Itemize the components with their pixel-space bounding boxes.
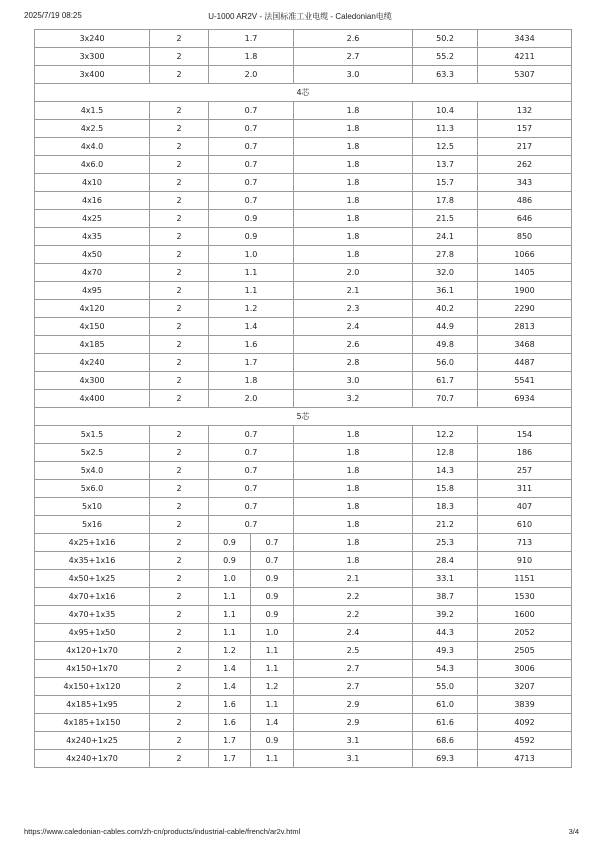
table-row — [35, 462, 572, 480]
weight-cell: 343 — [478, 174, 572, 192]
sheath-cell: 1.8 — [294, 498, 413, 516]
cores-cell: 2 — [150, 426, 209, 444]
table-row — [35, 210, 572, 228]
insulation-cell: 0.7 — [209, 480, 294, 498]
weight-cell: 2505 — [478, 642, 572, 660]
diameter-cell: 21.2 — [413, 516, 478, 534]
insulation-cell: 0.9 — [209, 228, 294, 246]
insulation-cell: 1.1 — [209, 282, 294, 300]
size-cell: 4x150+1x70 — [35, 660, 150, 678]
table-row — [35, 570, 572, 588]
cores-cell: 2 — [150, 156, 209, 174]
cores-cell: 2 — [150, 48, 209, 66]
table-row — [35, 264, 572, 282]
section-header-row — [35, 84, 572, 102]
size-cell: 3x240 — [35, 30, 150, 48]
insulation-cell: 0.7 — [209, 156, 294, 174]
cores-cell: 2 — [150, 102, 209, 120]
page-title: U-1000 AR2V - 法国标准工业电缆 - Caledonian电缆 — [208, 12, 392, 21]
table-row — [35, 498, 572, 516]
weight-cell: 407 — [478, 498, 572, 516]
neutral-insulation-cell: 0.9 — [251, 570, 294, 588]
cores-cell: 2 — [150, 750, 209, 768]
cores-cell: 2 — [150, 210, 209, 228]
weight-cell: 1151 — [478, 570, 572, 588]
cores-cell: 2 — [150, 120, 209, 138]
section-header-row — [35, 408, 572, 426]
cores-cell: 2 — [150, 174, 209, 192]
sheath-cell: 2.8 — [294, 354, 413, 372]
diameter-cell: 55.2 — [413, 48, 478, 66]
diameter-cell: 17.8 — [413, 192, 478, 210]
size-cell: 5x6.0 — [35, 480, 150, 498]
table-row — [35, 678, 572, 696]
table-row — [35, 426, 572, 444]
sheath-cell: 2.2 — [294, 606, 413, 624]
phase-insulation-cell: 1.1 — [209, 588, 251, 606]
weight-cell: 4713 — [478, 750, 572, 768]
weight-cell: 910 — [478, 552, 572, 570]
section-label: 5芯 — [35, 408, 572, 426]
diameter-cell: 12.5 — [413, 138, 478, 156]
phase-insulation-cell: 1.6 — [209, 696, 251, 714]
insulation-cell: 0.7 — [209, 516, 294, 534]
sheath-cell: 1.8 — [294, 138, 413, 156]
insulation-cell: 1.2 — [209, 300, 294, 318]
neutral-insulation-cell: 1.1 — [251, 642, 294, 660]
diameter-cell: 44.3 — [413, 624, 478, 642]
table-row — [35, 642, 572, 660]
weight-cell: 157 — [478, 120, 572, 138]
sheath-cell: 1.8 — [294, 246, 413, 264]
cores-cell: 2 — [150, 462, 209, 480]
weight-cell: 257 — [478, 462, 572, 480]
diameter-cell: 15.8 — [413, 480, 478, 498]
phase-insulation-cell: 1.2 — [209, 642, 251, 660]
page-number: 3/4 — [568, 827, 579, 836]
sheath-cell: 2.2 — [294, 588, 413, 606]
neutral-insulation-cell: 0.7 — [251, 552, 294, 570]
cores-cell: 2 — [150, 246, 209, 264]
table-row — [35, 372, 572, 390]
neutral-insulation-cell: 0.9 — [251, 588, 294, 606]
cores-cell: 2 — [150, 192, 209, 210]
table-row — [35, 732, 572, 750]
diameter-cell: 70.7 — [413, 390, 478, 408]
phase-insulation-cell: 1.7 — [209, 732, 251, 750]
neutral-insulation-cell: 0.7 — [251, 534, 294, 552]
table-row — [35, 480, 572, 498]
cores-cell: 2 — [150, 714, 209, 732]
size-cell: 3x300 — [35, 48, 150, 66]
phase-insulation-cell: 1.1 — [209, 624, 251, 642]
cores-cell: 2 — [150, 642, 209, 660]
table-row — [35, 444, 572, 462]
diameter-cell: 38.7 — [413, 588, 478, 606]
weight-cell: 186 — [478, 444, 572, 462]
weight-cell: 4487 — [478, 354, 572, 372]
sheath-cell: 2.7 — [294, 660, 413, 678]
weight-cell: 4092 — [478, 714, 572, 732]
insulation-cell: 1.0 — [209, 246, 294, 264]
table-row — [35, 30, 572, 48]
cores-cell: 2 — [150, 678, 209, 696]
cores-cell: 2 — [150, 480, 209, 498]
size-cell: 4x6.0 — [35, 156, 150, 174]
cores-cell: 2 — [150, 606, 209, 624]
size-cell: 4x35 — [35, 228, 150, 246]
diameter-cell: 28.4 — [413, 552, 478, 570]
footer-url[interactable]: https://www.caledonian-cables.com/zh-cn/products/industrial-cable/french/ar2v.html — [24, 827, 301, 836]
size-cell: 4x400 — [35, 390, 150, 408]
sheath-cell: 2.4 — [294, 318, 413, 336]
size-cell: 5x2.5 — [35, 444, 150, 462]
size-cell: 5x10 — [35, 498, 150, 516]
diameter-cell: 55.0 — [413, 678, 478, 696]
size-cell: 4x120+1x70 — [35, 642, 150, 660]
table-row — [35, 48, 572, 66]
cores-cell: 2 — [150, 228, 209, 246]
weight-cell: 132 — [478, 102, 572, 120]
neutral-insulation-cell: 1.1 — [251, 660, 294, 678]
cores-cell: 2 — [150, 660, 209, 678]
size-cell: 4x70 — [35, 264, 150, 282]
size-cell: 3x400 — [35, 66, 150, 84]
size-cell: 4x70+1x35 — [35, 606, 150, 624]
sheath-cell: 3.2 — [294, 390, 413, 408]
insulation-cell: 0.7 — [209, 498, 294, 516]
table-row — [35, 534, 572, 552]
diameter-cell: 68.6 — [413, 732, 478, 750]
neutral-insulation-cell: 1.0 — [251, 624, 294, 642]
cores-cell: 2 — [150, 732, 209, 750]
phase-insulation-cell: 1.1 — [209, 606, 251, 624]
size-cell: 4x25 — [35, 210, 150, 228]
sheath-cell: 3.1 — [294, 732, 413, 750]
diameter-cell: 11.3 — [413, 120, 478, 138]
cores-cell: 2 — [150, 570, 209, 588]
table-row — [35, 588, 572, 606]
size-cell: 4x4.0 — [35, 138, 150, 156]
weight-cell: 1066 — [478, 246, 572, 264]
insulation-cell: 1.6 — [209, 336, 294, 354]
cores-cell: 2 — [150, 696, 209, 714]
table-row — [35, 516, 572, 534]
cores-cell: 2 — [150, 300, 209, 318]
table-row — [35, 606, 572, 624]
diameter-cell: 25.3 — [413, 534, 478, 552]
weight-cell: 1530 — [478, 588, 572, 606]
phase-insulation-cell: 1.4 — [209, 678, 251, 696]
weight-cell: 3839 — [478, 696, 572, 714]
diameter-cell: 12.8 — [413, 444, 478, 462]
sheath-cell: 1.8 — [294, 156, 413, 174]
insulation-cell: 0.7 — [209, 174, 294, 192]
diameter-cell: 61.0 — [413, 696, 478, 714]
table-row — [35, 354, 572, 372]
insulation-cell: 0.7 — [209, 426, 294, 444]
table-row — [35, 192, 572, 210]
phase-insulation-cell: 0.9 — [209, 552, 251, 570]
neutral-insulation-cell: 1.2 — [251, 678, 294, 696]
cores-cell: 2 — [150, 444, 209, 462]
weight-cell: 610 — [478, 516, 572, 534]
diameter-cell: 33.1 — [413, 570, 478, 588]
weight-cell: 1900 — [478, 282, 572, 300]
table-row — [35, 624, 572, 642]
sheath-cell: 3.0 — [294, 372, 413, 390]
sheath-cell: 3.1 — [294, 750, 413, 768]
size-cell: 4x50+1x25 — [35, 570, 150, 588]
size-cell: 4x50 — [35, 246, 150, 264]
size-cell: 4x1.5 — [35, 102, 150, 120]
sheath-cell: 2.9 — [294, 696, 413, 714]
weight-cell: 646 — [478, 210, 572, 228]
neutral-insulation-cell: 1.1 — [251, 750, 294, 768]
neutral-insulation-cell: 0.9 — [251, 732, 294, 750]
weight-cell: 3468 — [478, 336, 572, 354]
size-cell: 4x185+1x150 — [35, 714, 150, 732]
sheath-cell: 1.8 — [294, 120, 413, 138]
insulation-cell: 2.0 — [209, 66, 294, 84]
table-row — [35, 156, 572, 174]
insulation-cell: 1.1 — [209, 264, 294, 282]
cores-cell: 2 — [150, 30, 209, 48]
diameter-cell: 63.3 — [413, 66, 478, 84]
insulation-cell: 0.7 — [209, 444, 294, 462]
sheath-cell: 2.1 — [294, 282, 413, 300]
sheath-cell: 1.8 — [294, 426, 413, 444]
size-cell: 4x95+1x50 — [35, 624, 150, 642]
sheath-cell: 1.8 — [294, 444, 413, 462]
diameter-cell: 10.4 — [413, 102, 478, 120]
diameter-cell: 36.1 — [413, 282, 478, 300]
diameter-cell: 56.0 — [413, 354, 478, 372]
insulation-cell: 0.7 — [209, 462, 294, 480]
diameter-cell: 39.2 — [413, 606, 478, 624]
table-row — [35, 66, 572, 84]
table-row — [35, 318, 572, 336]
cable-spec-table-body — [35, 30, 572, 768]
cores-cell: 2 — [150, 282, 209, 300]
insulation-cell: 0.7 — [209, 192, 294, 210]
size-cell: 4x95 — [35, 282, 150, 300]
cores-cell: 2 — [150, 552, 209, 570]
size-cell: 4x2.5 — [35, 120, 150, 138]
diameter-cell: 69.3 — [413, 750, 478, 768]
weight-cell: 311 — [478, 480, 572, 498]
sheath-cell: 1.8 — [294, 102, 413, 120]
sheath-cell: 2.4 — [294, 624, 413, 642]
weight-cell: 1405 — [478, 264, 572, 282]
cores-cell: 2 — [150, 534, 209, 552]
diameter-cell: 12.2 — [413, 426, 478, 444]
weight-cell: 217 — [478, 138, 572, 156]
sheath-cell: 1.8 — [294, 462, 413, 480]
cores-cell: 2 — [150, 66, 209, 84]
sheath-cell: 1.8 — [294, 552, 413, 570]
diameter-cell: 50.2 — [413, 30, 478, 48]
weight-cell: 3006 — [478, 660, 572, 678]
insulation-cell: 1.7 — [209, 30, 294, 48]
sheath-cell: 1.8 — [294, 516, 413, 534]
weight-cell: 4211 — [478, 48, 572, 66]
weight-cell: 5307 — [478, 66, 572, 84]
insulation-cell: 1.8 — [209, 48, 294, 66]
phase-insulation-cell: 1.0 — [209, 570, 251, 588]
weight-cell: 1600 — [478, 606, 572, 624]
table-row — [35, 246, 572, 264]
cores-cell: 2 — [150, 588, 209, 606]
sheath-cell: 1.8 — [294, 228, 413, 246]
table-row — [35, 282, 572, 300]
size-cell: 5x4.0 — [35, 462, 150, 480]
sheath-cell: 2.5 — [294, 642, 413, 660]
insulation-cell: 0.9 — [209, 210, 294, 228]
sheath-cell: 2.6 — [294, 30, 413, 48]
diameter-cell: 40.2 — [413, 300, 478, 318]
diameter-cell: 49.3 — [413, 642, 478, 660]
phase-insulation-cell: 1.4 — [209, 660, 251, 678]
weight-cell: 2290 — [478, 300, 572, 318]
diameter-cell: 61.7 — [413, 372, 478, 390]
table-row — [35, 138, 572, 156]
size-cell: 4x185 — [35, 336, 150, 354]
size-cell: 4x120 — [35, 300, 150, 318]
diameter-cell: 61.6 — [413, 714, 478, 732]
insulation-cell: 0.7 — [209, 120, 294, 138]
diameter-cell: 27.8 — [413, 246, 478, 264]
table-row — [35, 174, 572, 192]
weight-cell: 154 — [478, 426, 572, 444]
sheath-cell: 2.3 — [294, 300, 413, 318]
table-row — [35, 750, 572, 768]
weight-cell: 2052 — [478, 624, 572, 642]
diameter-cell: 54.3 — [413, 660, 478, 678]
phase-insulation-cell: 1.6 — [209, 714, 251, 732]
insulation-cell: 1.8 — [209, 372, 294, 390]
table-row — [35, 552, 572, 570]
table-row — [35, 336, 572, 354]
size-cell: 4x10 — [35, 174, 150, 192]
weight-cell: 262 — [478, 156, 572, 174]
size-cell: 4x150 — [35, 318, 150, 336]
sheath-cell: 2.0 — [294, 264, 413, 282]
phase-insulation-cell: 0.9 — [209, 534, 251, 552]
table-row — [35, 660, 572, 678]
cores-cell: 2 — [150, 264, 209, 282]
weight-cell: 3434 — [478, 30, 572, 48]
size-cell: 4x240+1x70 — [35, 750, 150, 768]
cores-cell: 2 — [150, 354, 209, 372]
diameter-cell: 18.3 — [413, 498, 478, 516]
cores-cell: 2 — [150, 624, 209, 642]
table-row — [35, 714, 572, 732]
cores-cell: 2 — [150, 372, 209, 390]
section-label: 4芯 — [35, 84, 572, 102]
diameter-cell: 13.7 — [413, 156, 478, 174]
sheath-cell: 3.0 — [294, 66, 413, 84]
weight-cell: 2813 — [478, 318, 572, 336]
table-row — [35, 102, 572, 120]
table-row — [35, 120, 572, 138]
diameter-cell: 15.7 — [413, 174, 478, 192]
sheath-cell: 1.8 — [294, 192, 413, 210]
diameter-cell: 44.9 — [413, 318, 478, 336]
sheath-cell: 2.1 — [294, 570, 413, 588]
size-cell: 4x185+1x95 — [35, 696, 150, 714]
size-cell: 4x150+1x120 — [35, 678, 150, 696]
size-cell: 4x70+1x16 — [35, 588, 150, 606]
size-cell: 4x240+1x25 — [35, 732, 150, 750]
size-cell: 4x16 — [35, 192, 150, 210]
phase-insulation-cell: 1.7 — [209, 750, 251, 768]
table-row — [35, 300, 572, 318]
table-row — [35, 228, 572, 246]
weight-cell: 850 — [478, 228, 572, 246]
diameter-cell: 21.5 — [413, 210, 478, 228]
neutral-insulation-cell: 0.9 — [251, 606, 294, 624]
weight-cell: 713 — [478, 534, 572, 552]
cores-cell: 2 — [150, 318, 209, 336]
neutral-insulation-cell: 1.1 — [251, 696, 294, 714]
cable-spec-table — [34, 29, 572, 768]
weight-cell: 6934 — [478, 390, 572, 408]
size-cell: 4x300 — [35, 372, 150, 390]
sheath-cell: 1.8 — [294, 210, 413, 228]
table-row — [35, 696, 572, 714]
weight-cell: 3207 — [478, 678, 572, 696]
diameter-cell: 24.1 — [413, 228, 478, 246]
insulation-cell: 0.7 — [209, 138, 294, 156]
diameter-cell: 32.0 — [413, 264, 478, 282]
weight-cell: 486 — [478, 192, 572, 210]
sheath-cell: 1.8 — [294, 480, 413, 498]
sheath-cell: 1.8 — [294, 534, 413, 552]
neutral-insulation-cell: 1.4 — [251, 714, 294, 732]
diameter-cell: 49.8 — [413, 336, 478, 354]
sheath-cell: 2.9 — [294, 714, 413, 732]
insulation-cell: 0.7 — [209, 102, 294, 120]
size-cell: 4x240 — [35, 354, 150, 372]
sheath-cell: 2.7 — [294, 48, 413, 66]
diameter-cell: 14.3 — [413, 462, 478, 480]
cores-cell: 2 — [150, 516, 209, 534]
insulation-cell: 2.0 — [209, 390, 294, 408]
weight-cell: 5541 — [478, 372, 572, 390]
sheath-cell: 2.7 — [294, 678, 413, 696]
size-cell: 5x1.5 — [35, 426, 150, 444]
cores-cell: 2 — [150, 138, 209, 156]
size-cell: 4x35+1x16 — [35, 552, 150, 570]
cores-cell: 2 — [150, 336, 209, 354]
size-cell: 4x25+1x16 — [35, 534, 150, 552]
insulation-cell: 1.7 — [209, 354, 294, 372]
cores-cell: 2 — [150, 498, 209, 516]
sheath-cell: 1.8 — [294, 174, 413, 192]
header-datetime: 2025/7/19 08:25 — [24, 11, 82, 20]
weight-cell: 4592 — [478, 732, 572, 750]
table-row — [35, 390, 572, 408]
cores-cell: 2 — [150, 390, 209, 408]
size-cell: 5x16 — [35, 516, 150, 534]
sheath-cell: 2.6 — [294, 336, 413, 354]
insulation-cell: 1.4 — [209, 318, 294, 336]
